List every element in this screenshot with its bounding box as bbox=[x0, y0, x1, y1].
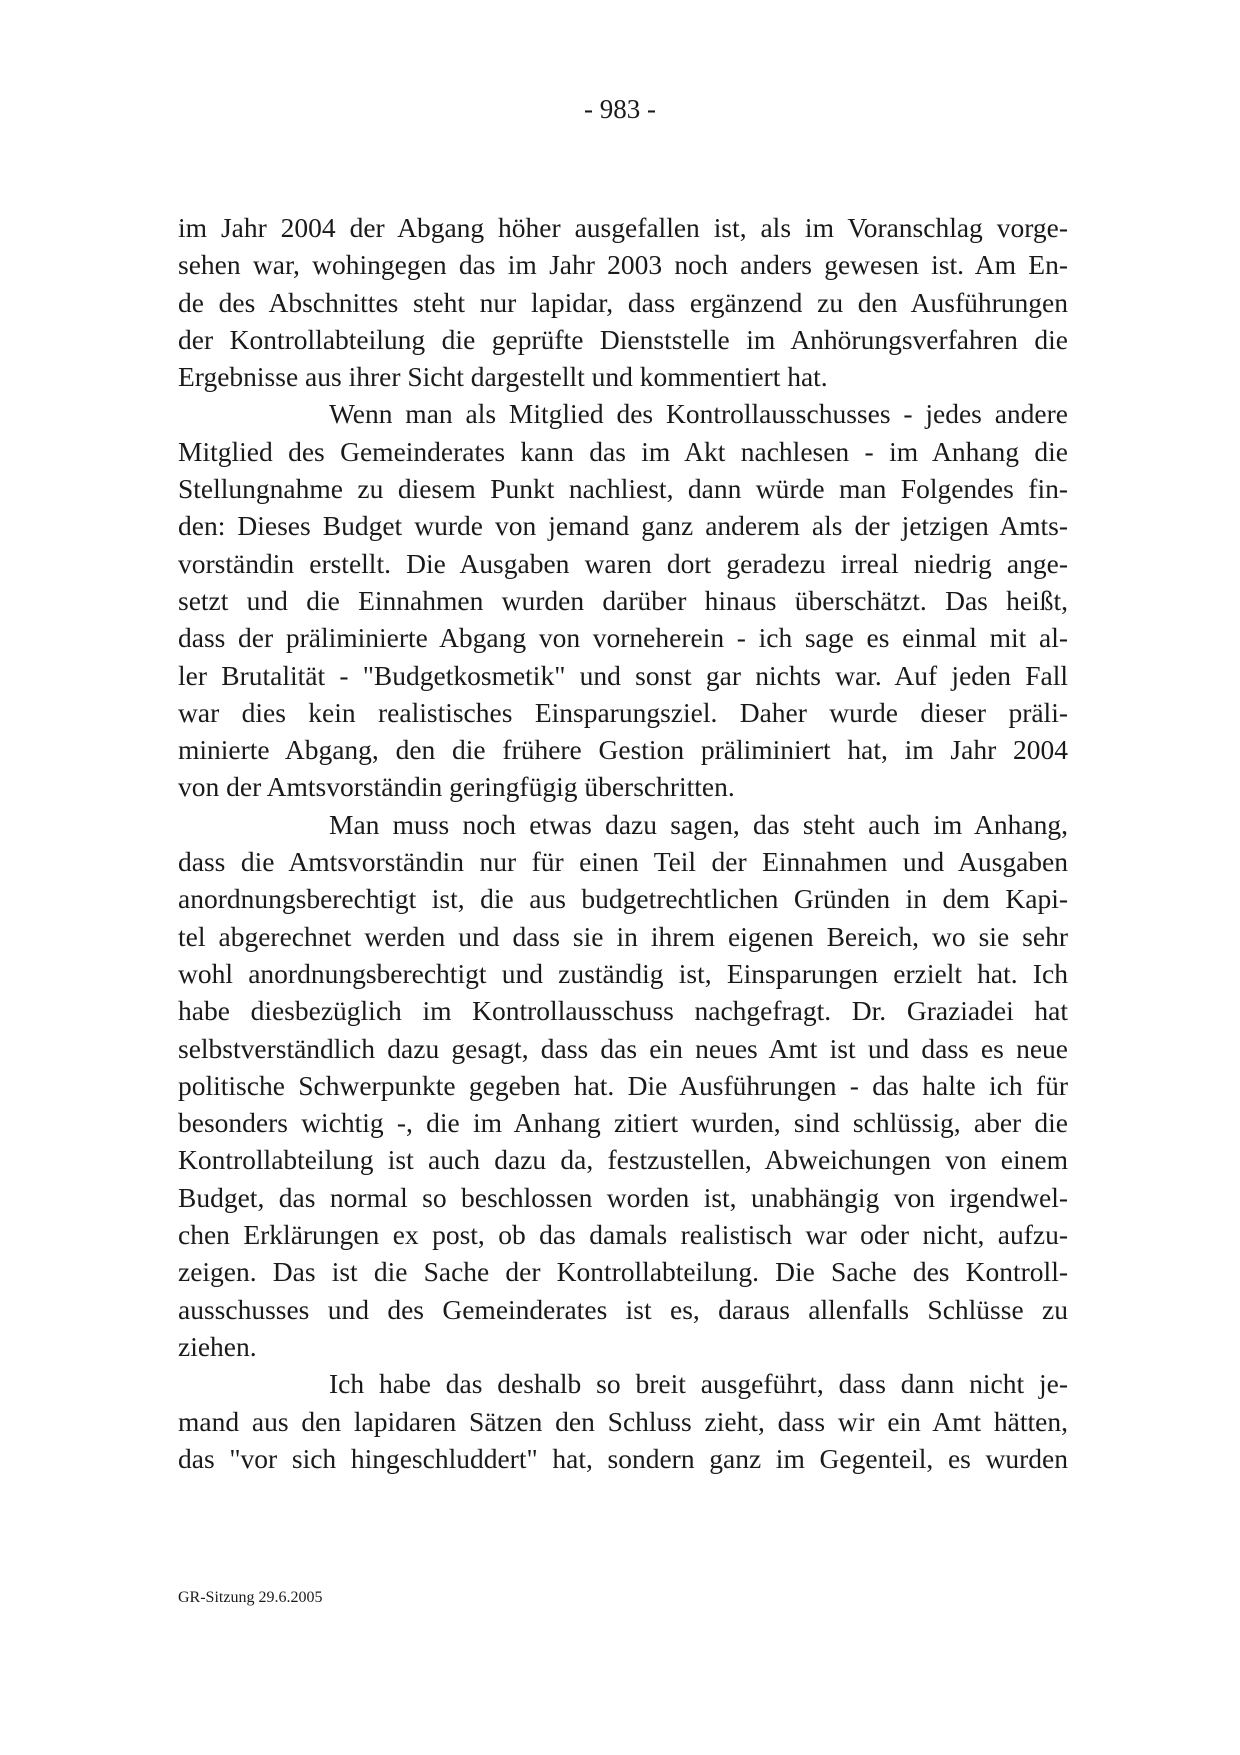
text-line: ler Brutalität - "Budgetkosmetik" und sonst gar nichts war. Auf jeden Fall bbox=[178, 659, 1068, 691]
text-line: mand aus den lapidaren Sätzen den Schluss zieht, dass wir ein Amt hätten, bbox=[178, 1405, 1068, 1437]
text-line: minierte Abgang, den die frühere Gestion präliminiert hat, im Jahr 2004 bbox=[178, 734, 1068, 766]
text-line: selbstverständlich dazu gesagt, dass das ein neues Amt ist und dass es neue bbox=[178, 1032, 1068, 1064]
text-line: de des Abschnittes steht nur lapidar, dass ergänzend zu den Ausführungen bbox=[178, 286, 1068, 318]
text-line: dass der präliminierte Abgang von vorneherein - ich sage es einmal mit al- bbox=[178, 622, 1068, 654]
text-line: Stellungnahme zu diesem Punkt nachliest, dann würde man Folgendes fin- bbox=[178, 473, 1068, 505]
text-line: wohl anordnungsberechtigt und zuständig ist, Einsparungen erzielt hat. Ich bbox=[178, 957, 1068, 989]
text-line: dass die Amtsvorständin nur für einen Teil der Einnahmen und Ausgaben bbox=[178, 846, 1068, 878]
text-line: habe diesbezüglich im Kontrollausschuss nachgefragt. Dr. Graziadei hat bbox=[178, 995, 1068, 1027]
text-line: war dies kein realistisches Einsparungsziel. Daher wurde dieser präli- bbox=[178, 696, 1068, 728]
text-line: anordnungsberechtigt ist, die aus budgetrechtlichen Gründen in dem Kapi- bbox=[178, 883, 1068, 915]
text-line: Man muss noch etwas dazu sagen, das steht auch im Anhang, bbox=[329, 808, 1068, 840]
page-number: - 983 - bbox=[584, 94, 656, 124]
text-line: Ergebnisse aus ihrer Sicht dargestellt und kommentiert hat. bbox=[178, 361, 828, 393]
text-line: Ich habe das deshalb so breit ausgeführt, dass dann nicht je- bbox=[329, 1368, 1068, 1400]
footer-session-date: GR-Sitzung 29.6.2005 bbox=[178, 1589, 323, 1606]
text-line: chen Erklärungen ex post, ob das damals realistisch war oder nicht, aufzu- bbox=[178, 1219, 1068, 1251]
text-line: von der Amtsvorständin geringfügig überschritten. bbox=[178, 771, 735, 803]
text-line: Kontrollabteilung ist auch dazu da, festzustellen, Abweichungen von einem bbox=[178, 1144, 1068, 1176]
text-line: besonders wichtig -, die im Anhang zitiert wurden, sind schlüssig, aber die bbox=[178, 1107, 1068, 1139]
text-line: tel abgerechnet werden und dass sie in ihrem eigenen Bereich, wo sie sehr bbox=[178, 920, 1068, 952]
text-line: ziehen. bbox=[178, 1330, 257, 1362]
text-line: politische Schwerpunkte gegeben hat. Die Ausführungen - das halte ich für bbox=[178, 1069, 1068, 1101]
text-line: ausschusses und des Gemeinderates ist es, daraus allenfalls Schlüsse zu bbox=[178, 1293, 1068, 1325]
text-line: das "vor sich hingeschluddert" hat, sondern ganz im Gegenteil, es wurden bbox=[178, 1442, 1068, 1474]
text-line: der Kontrollabteilung die geprüfte Dienststelle im Anhörungsverfahren die bbox=[178, 323, 1068, 355]
document-body bbox=[178, 209, 1068, 1477]
text-line: vorständin erstellt. Die Ausgaben waren dort geradezu irreal niedrig ange- bbox=[178, 547, 1068, 579]
text-line: Wenn man als Mitglied des Kontrollausschusses - jedes andere bbox=[329, 398, 1068, 430]
text-line: setzt und die Einnahmen wurden darüber hinaus überschätzt. Das heißt, bbox=[178, 584, 1068, 616]
text-line: den: Dieses Budget wurde von jemand ganz anderem als der jetzigen Amts- bbox=[178, 510, 1068, 542]
text-line: zeigen. Das ist die Sache der Kontrollabteilung. Die Sache des Kontroll- bbox=[178, 1256, 1068, 1288]
text-line: sehen war, wohingegen das im Jahr 2003 noch anders gewesen ist. Am En- bbox=[178, 249, 1068, 281]
text-line: Budget, das normal so beschlossen worden ist, unabhängig von irgendwel- bbox=[178, 1181, 1068, 1213]
text-line: im Jahr 2004 der Abgang höher ausgefallen ist, als im Voranschlag vorge- bbox=[178, 212, 1068, 243]
text-line: Mitglied des Gemeinderates kann das im Akt nachlesen - im Anhang die bbox=[178, 435, 1068, 467]
